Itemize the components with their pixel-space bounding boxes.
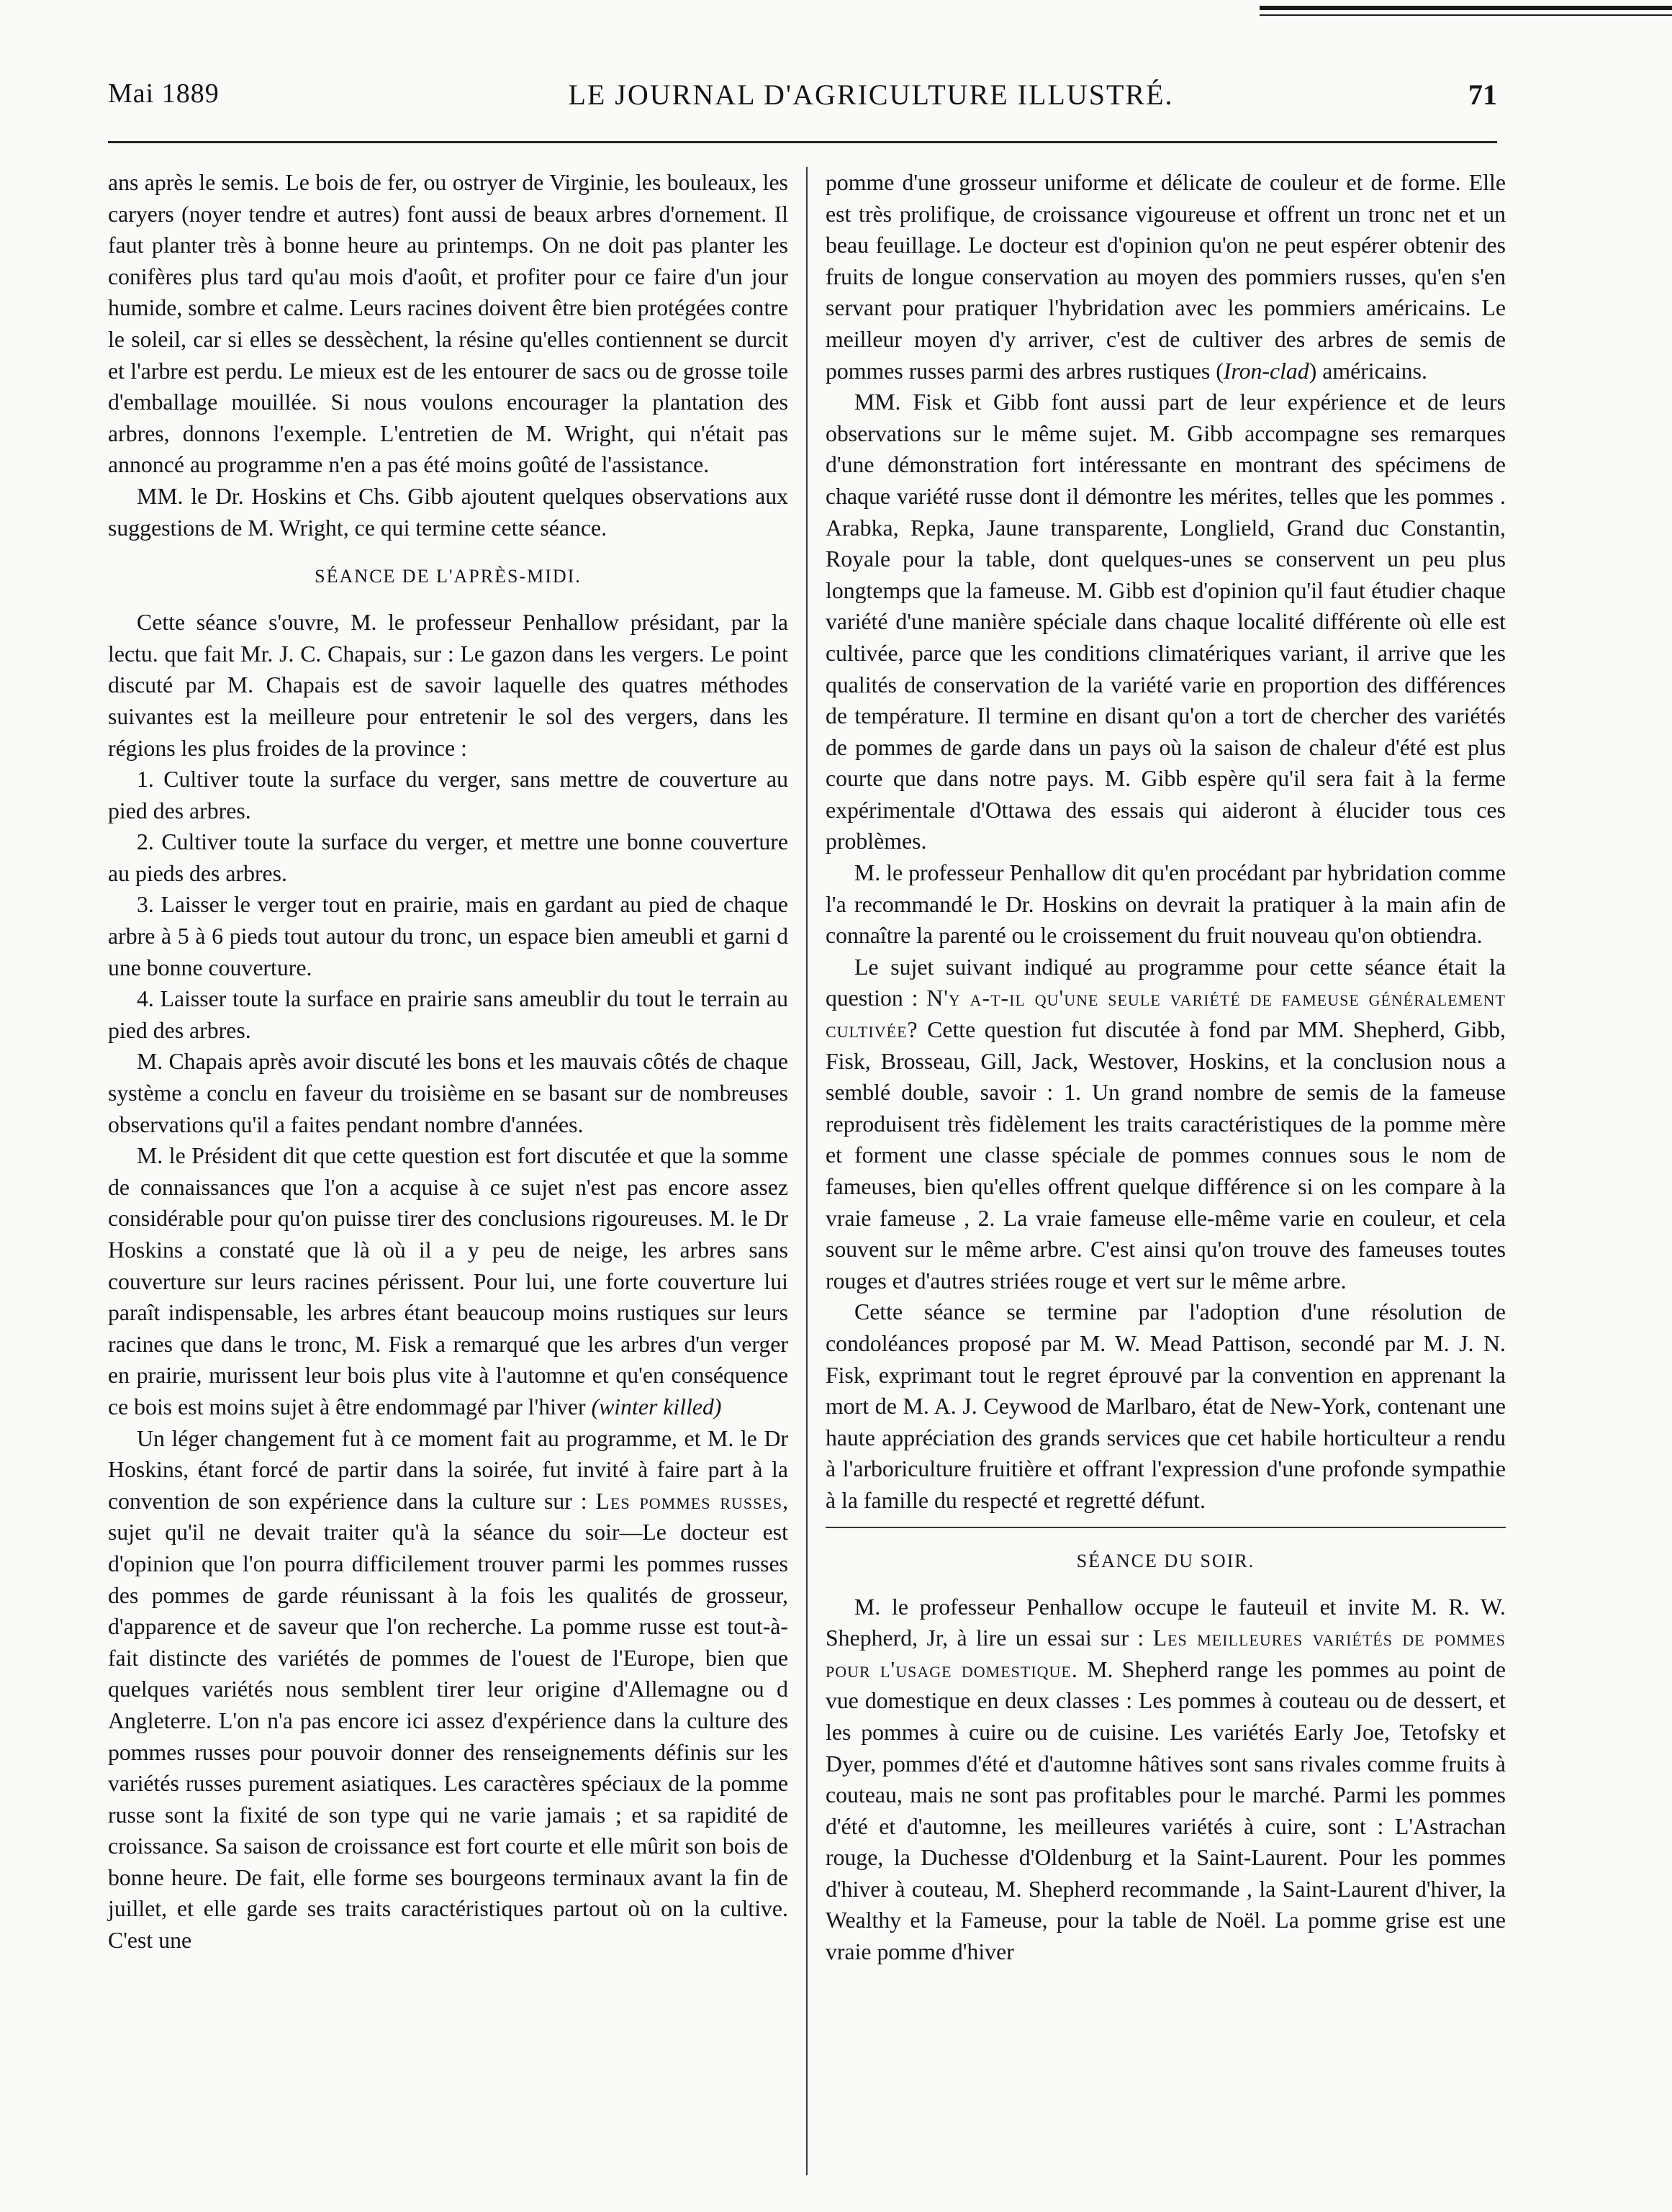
list-item: 3. Laisser le verger tout en prairie, mais en gardant au pied de chaque arbre à 5 à 6 pieds tout autour du tronc, un espace bien ameubli et garni d une bonne couverture. — [108, 892, 788, 980]
text-run: pomme d'une grosseur uniforme et délicate de couleur et de forme. Elle est très prolifique, de croissance vigoureuse et offrent un tronc net et un beau feuillage. Le docteur est d'opinion qu'on ne peut espérer obtenir des fruits de longue conservation au moyen des pommiers russes, qu'en s'en servant pour pratiquer l'hybridation avec les pommiers américains. Le meilleur moyen d'y arriver, c'est de cultiver des arbres de semis de pommes russes parmi des arbres rustiques ( — [826, 170, 1506, 384]
list-item: 1. Cultiver toute la surface du verger, sans mettre de couverture au pied des arbres. — [108, 767, 788, 823]
left-column — [108, 167, 788, 2182]
list-item: 2. Cultiver toute la surface du verger, et mettre une bonne couverture au pieds des arbres. — [108, 829, 788, 886]
small-caps-essay-title: Les meilleures variétés de pommes pour l'usage domestique. — [826, 1625, 1506, 1682]
paragraph: M. Chapais après avoir discuté les bons et les mauvais côtés de chaque système a conclu en faveur du troisième en se basant sur de nombreuses observations qu'il a faites pendant nombre d'années. — [108, 1049, 788, 1137]
issue-date: Mai 1889 — [108, 78, 220, 109]
journal-title: LE JOURNAL D'AGRICULTURE ILLUSTRÉ. — [568, 78, 1174, 111]
text-run: M. Shepherd range les pommes au point de vue domestique en deux classes : Les pommes à couteau ou de dessert, et les pommes à cuire ou de cuisine. Les variétés Early Joe, Tetofsky et Dyer, pommes d'été et d'automne hâtives sont sans rivales comme fruits à couteau, mais ne sont pas profitables pour le marché. Parmi les pommes d'été et d'automne, les meilleures variétés à cuire, sont : L'Astrachan rouge, la Duchesse d'Oldenburg et la Saint-Laurent. Pour les pommes d'hiver à couteau, M. Shepherd recommande , la Saint-Laurent d'hiver, la Wealthy et la Fameuse, pour la table de Noël. La pomme grise est une vraie pomme d'hiver — [826, 1656, 1506, 1965]
paragraph — [826, 167, 1506, 387]
paragraph — [108, 1140, 788, 1422]
running-header — [108, 78, 1497, 121]
text-run: M. le Président dit que cette question est fort discutée et que la somme de connaissances que l'on a acquise à ce sujet n'est pas encore assez considérable pour qu'on puisse tirer des conclusions rigoureuses. M. le Dr Hoskins a constaté que là où il a y peu de neige, les arbres sans couverture sur leurs racines périssent. Pour lui, une forte couverture lui paraît indispensable, les arbres étant beaucoup moins rustiques sur leurs racines que dans le tronc, M. Fisk a remarqué que les arbres d'un verger en prairie, murissent leur bois plus vite à l'automne et qu'en conséquence ce bois est moins sujet à être endommagé par l'hiver — [108, 1143, 788, 1419]
italic-term: (winter killed) — [591, 1394, 722, 1419]
header-rule — [108, 141, 1497, 143]
section-heading-evening: SÉANCE DU SOIR. — [1076, 1550, 1255, 1571]
right-column — [826, 167, 1506, 2182]
section-rule — [826, 1527, 1506, 1528]
paragraph: MM. le Dr. Hoskins et Chs. Gibb ajoutent quelques observations aux suggestions de M. Wright, ce qui termine cette séance. — [108, 483, 788, 541]
top-edge-rule-thin — [1260, 14, 1672, 16]
paragraph: MM. Fisk et Gibb font aussi part de leur expérience et de leurs observations sur le même sujet. M. Gibb accompagne ses remarques d'une démonstration fort intéressante en montrant des spécimens de chaque variété russe dont il démontre les mérites, telles que les pommes . Arabka, Repka, Jaune transparente, Longlield, Grand duc Constantin, Royale pour la table, dont quelques-unes se conservent un peu plus longtemps que la fameuse. M. Gibb est d'opinion qu'il faut étudier chaque variété d'une manière spéciale dans chaque localité différente où elle est cultivée, parce que les conditions climatériques variant, il arrive que les qualités de conservation de la variété varie en proportion des différences de température. Il termine en disant qu'on a tort de chercher des variétés de pommes de garde dans un pays où la saison de chaleur d'été est plus courte que dans notre pays. M. Gibb espère qu'il sera fait à la ferme expérimentale d'Ottawa des essais qui aideront à élucider tous ces problèmes. — [826, 389, 1506, 854]
section-heading-afternoon: SÉANCE DE L'APRÈS-MIDI. — [315, 566, 582, 587]
page-number: 71 — [1468, 78, 1497, 111]
text-run: M. le professeur Penhallow occupe le fauteuil et invite M. R. W. Shepherd, Jr, à lire un essai sur : — [826, 1594, 1506, 1651]
text-run: Le sujet suivant indiqué au programme pour cette séance était la question : — [826, 954, 1506, 1011]
paragraph: ans après le semis. Le bois de fer, ou ostryer de Virginie, les bouleaux, les caryers (noyer tendre et autres) font aussi de beaux arbres d'ornement. Il faut planter très à bonne heure au printemps. On ne doit pas planter les conifères plus tard qu'au mois d'août, et profiter pour ce faire d'un jour humide, sombre et calme. Leurs racines doivent être bien protégées contre le soleil, car si elles se dessèchent, la résine qu'elles contiennent se durcit et l'arbre est perdu. Le mieux est de les entourer de sacs ou de grosse toile d'emballage mouillée. Si nous voulons encourager la plantation des arbres, donnons l'exemple. L'entretien de M. Wright, qui n'était pas annoncé au programme n'en a pas été moins goûté de l'assistance. — [108, 170, 788, 478]
paragraph — [826, 1592, 1506, 1968]
small-caps-question: N'y a-t-il qu'une seule variété de fameuse généralement cultivée? — [826, 985, 1506, 1043]
paragraph — [108, 1423, 788, 1956]
column-divider — [806, 167, 808, 2175]
paragraph: Cette séance s'ouvre, M. le professeur Penhallow présidant, par la lectu. que fait Mr. J. C. Chapais, sur : Le gazon dans les vergers. Le point discuté par M. Chapais est de savoir laquelle des quatres méthodes suivantes est la meilleure pour entretenir le sol des vergers, dans les régions les plus froides de la province : — [108, 610, 788, 761]
text-run: , sujet qu'il ne devait traiter qu'à la séance du soir—Le docteur est d'opinion que l'on pourra difficilement trouver parmi les pommes russes des pommes de garde réunissant à la fois les qualités de grosseur, d'apparence et de saveur que l'on recherche. La pomme russe est tout-à-fait distincte des variétés de pommes de l'ouest de l'Europe, bien que quelques variétés nous semblent tirer leur origine d'Allemagne ou d Angleterre. L'on n'a pas encore ici assez d'expérience dans la culture des pommes russes pour pouvoir donner des renseignements définis sur les variétés russes purement asiatiques. Les caractères spéciaux de la pomme russe sont la fixité de son type qui ne varie jamais ; et sa rapidité de croissance. Sa saison de croissance est fort courte et elle mûrit son bois de bonne heure. De fait, elle forme ses bourgeons terminaux avant la fin de juillet, et elle garde ses traits caractéristiques partout où on la cultive. C'est une — [108, 1488, 789, 1954]
paragraph: Cette séance se termine par l'adoption d'une résolution de condoléances proposé par M. W. Mead Pattison, secondé par M. J. N. Fisk, exprimant tout le regret éprouvé par la convention en apprenant la mort de M. A. J. Ceywood de Marlbaro, état de New-York, contenant une haute appréciation des grands services que cet habile horticulteur a rendu à l'arboriculture fruitière et offrant l'expression d'une profonde sympathie à la famille du respecté et regretté défunt. — [826, 1299, 1506, 1513]
text-run: ) américains. — [1309, 358, 1427, 384]
italic-term: Iron-clad — [1223, 358, 1309, 384]
small-caps-topic: Les pommes russes — [595, 1488, 783, 1514]
top-edge-rule — [1260, 6, 1672, 10]
list-item: 4. Laisser toute la surface en prairie sans ameublir du tout le terrain au pied des arbres. — [108, 986, 788, 1043]
text-run: Un léger changement fut à ce moment fait au programme, et M. le Dr Hoskins, étant forcé de partir dans la soirée, fut invité à faire part à la convention de son expérience dans la culture sur : — [108, 1425, 788, 1514]
paragraph: M. le professeur Penhallow dit qu'en procédant par hybridation comme l'a recommandé le Dr. Hoskins on devrait la pratiquer à la main afin de connaître la parenté ou le croissement du fruit nouveau qu'on obtiendra. — [826, 860, 1506, 949]
text-run: Cette question fut discutée à fond par MM. Shepherd, Gibb, Fisk, Brosseau, Gill, Jack, Westover, Hoskins, et la conclusion nous a semblé double, savoir : 1. Un grand nombre de semis de la fameuse reproduisent très fidèlement les traits caractéristiques de la pomme mère et forment une classe spéciale de pommes connues sous le nom de fameuses, bien qu'elles offrent quelque différence si on les compare à la vraie fameuse , 2. La vraie fameuse elle-même varie en couleur, et cela souvent sur le même arbre. C'est ainsi qu'on trouve des fameuses toutes rouges et d'autres striées rouge et vert sur le même arbre. — [826, 1017, 1506, 1294]
paragraph — [826, 952, 1506, 1297]
